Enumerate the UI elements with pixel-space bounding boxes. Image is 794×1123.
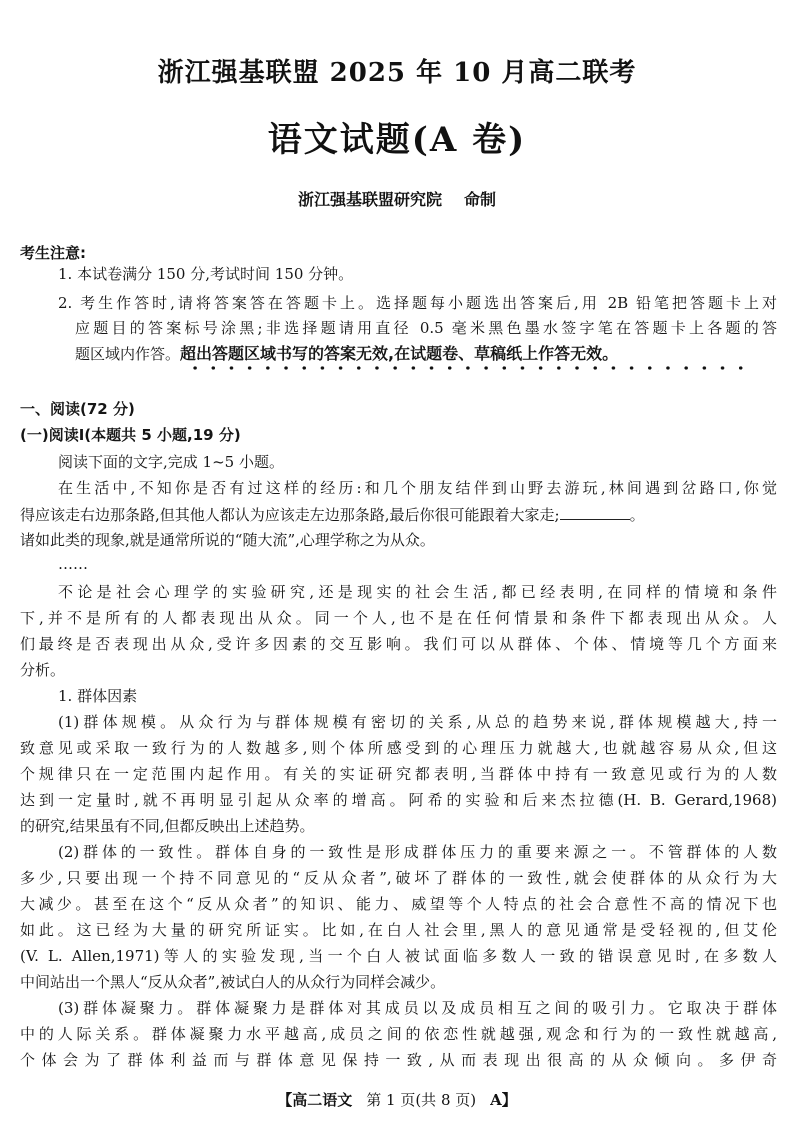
- footer-page-number: 第 1 页(共 8 页): [366, 1091, 477, 1109]
- passage-line: [20, 507, 780, 523]
- notice-item-2-emphasis: 超出答题区域书写的答案无效,在试题卷、草稿纸上作答无效。: [180, 344, 619, 363]
- passage-line: (V. L. Allen,1971)等人的实验发现,当一个白人被试面临多数人一致的错误意见时,在多数人: [20, 947, 777, 965]
- exam-subtitle: 语文试题(A 卷): [267, 120, 527, 160]
- fill-in-blank: [560, 507, 630, 520]
- notice-item-2-plain: 题区域内作答。: [75, 345, 181, 363]
- passage-line: 达到一定量时,就不再明显引起从众率的增高。阿希的实验和后来杰拉德(H. B. Gerard,1968): [20, 791, 777, 809]
- ellipsis: ……: [58, 555, 88, 573]
- notice-item-1: 1. 本试卷满分 150 分,考试时间 150 分钟。: [58, 265, 354, 283]
- instruction: 阅读下面的文字,完成 1~5 小题。: [58, 453, 284, 471]
- section-heading: 一、阅读(72 分): [20, 400, 135, 418]
- author-org: 浙江强基联盟研究院: [297, 190, 442, 209]
- footer-paper: A】: [490, 1091, 517, 1109]
- passage-line: 不论是社会心理学的实验研究,还是现实的社会生活,都已经表明,在同样的情境和条件: [58, 583, 777, 601]
- passage-line: 大减少。甚至在这个“反从众者”的知识、能力、威望等个人特点的社会合意性不高的情况下也: [20, 895, 777, 913]
- passage-line: 个体会为了群体利益而与群体意见保持一致,从而表现出很高的从众倾向。多伊奇: [20, 1051, 777, 1069]
- passage-line: (3)群体凝聚力。群体凝聚力是群体对其成员以及成员相互之间的吸引力。它取决于群体: [58, 999, 777, 1017]
- notice-item-2-line-2: 应题目的答案标号涂黑;非选择题请用直径 0.5 毫米黑色墨水签字笔在答题卡上各题的答: [75, 319, 777, 337]
- passage-line: 如此。这已经为大量的研究所证实。比如,在白人社会里,黑人的意见通常是受轻视的,但艾伦: [20, 921, 777, 939]
- sub-section-heading: (一)阅读Ⅰ(本题共 5 小题,19 分): [20, 426, 241, 444]
- passage-line: 诸如此类的现象,就是通常所说的“随大流”,心理学称之为从众。: [20, 531, 435, 549]
- passage-subheading: 1. 群体因素: [58, 687, 138, 705]
- notice-heading: 考生注意:: [20, 244, 86, 262]
- notice-item-2-line-3: [75, 346, 618, 362]
- notice-item-2-line-1: 2. 考生作答时,请将答案答在答题卡上。选择题每小题选出答案后,用 2B 铅笔把答题卡上对: [58, 294, 777, 312]
- author-role: 命制: [464, 190, 497, 209]
- passage-line: (1)群体规模。从众行为与群体规模有密切的关系,从总的趋势来说,群体规模越大,持一: [58, 713, 777, 731]
- passage-line: (2)群体的一致性。群体自身的一致性是形成群体压力的重要来源之一。不管群体的人数: [58, 843, 777, 861]
- passage-text: 。: [629, 506, 645, 524]
- passage-line: 的研究,结果虽有不同,但都反映出上述趋势。: [20, 817, 315, 835]
- passage-line: 致意见或采取一致行为的人数越多,则个体所感受到的心理压力就越大,也就越容易从众,但这: [20, 739, 777, 757]
- passage-line: 中的人际关系。群体凝聚力水平越高,成员之间的依恋性就越强,观念和行为的一致性就越高,: [20, 1025, 777, 1043]
- passage-line: 在生活中,不知你是否有过这样的经历:和几个朋友结伴到山野去游玩,林间遇到岔路口,你觉: [58, 479, 777, 497]
- passage-line: 多少,只要出现一个持不同意见的“反从众者”,破坏了群体的一致性,就会使群体的从众行为大: [20, 869, 777, 887]
- emphasis-dots: [186, 366, 746, 370]
- passage-line: 个规律只在一定范围内起作用。有关的实证研究都表明,当群体中持有一致意见或行为的人数: [20, 765, 777, 783]
- page-footer: [0, 1089, 794, 1110]
- passage-line: 下,并不是所有的人都表现出从众。同一个人,也不是在任何情景和条件下都表现出从众。人: [20, 609, 777, 627]
- exam-title: 浙江强基联盟 2025 年 10 月高二联考: [157, 58, 637, 88]
- author-line: [0, 187, 794, 210]
- passage-line: 分析。: [20, 661, 66, 679]
- passage-line: 们最终是否表现出从众,受许多因素的交互影响。我们可以从群体、个体、情境等几个方面来: [20, 635, 777, 653]
- passage-line: 中间站出一个黑人“反从众者”,被试白人的从众行为同样会减少。: [20, 973, 446, 991]
- passage-text: 得应该走右边那条路,但其他人都认为应该走左边那条路,最后你很可能跟着大家走;: [20, 506, 560, 524]
- footer-subject: 【高二语文: [277, 1091, 353, 1109]
